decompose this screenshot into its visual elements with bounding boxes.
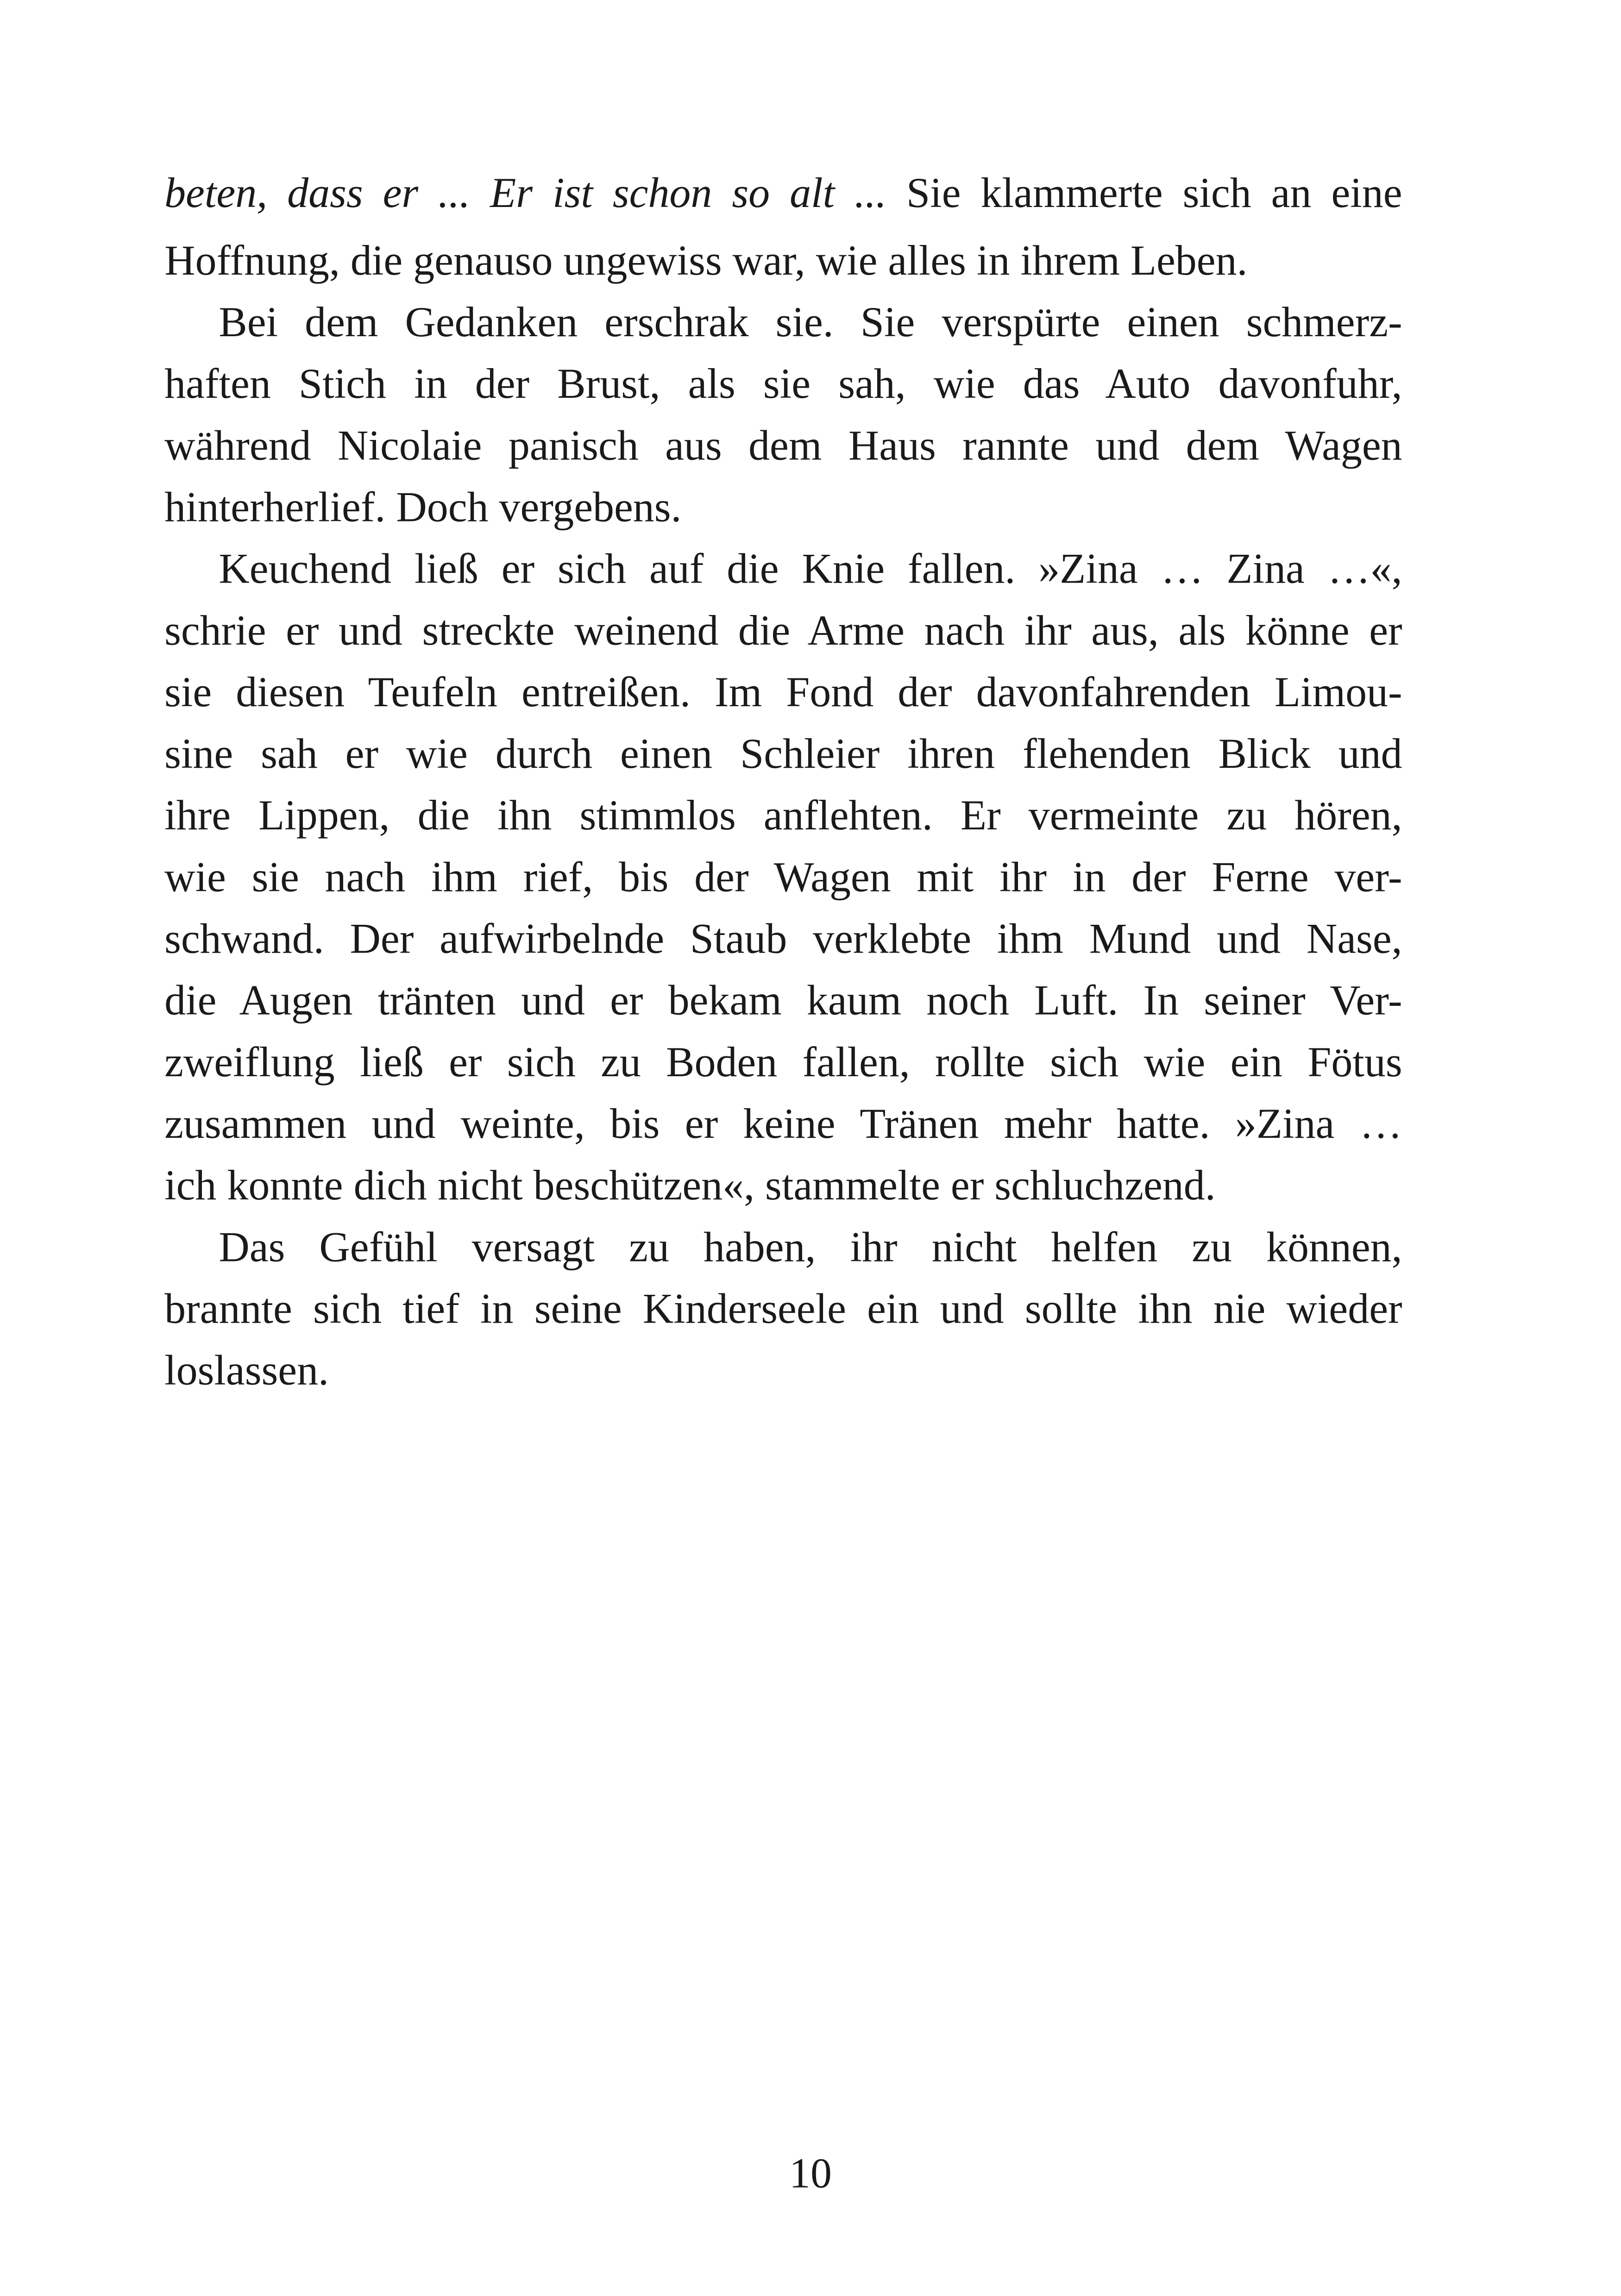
text-line: die Augen tränten und er bekam kaum noch Luft. In seiner Ver-: [164, 978, 1402, 1025]
text-line: Keuchend ließ er sich auf die Knie fallen. »Zina … Zina …«,: [219, 546, 1402, 593]
text-line: sine sah er wie durch einen Schleier ihren flehenden Blick und: [164, 731, 1402, 778]
text-line: ihre Lippen, die ihn stimmlos anflehten. Er vermeinte zu hören,: [164, 792, 1402, 840]
italic-thought: beten, dass er ... Er ist schon so alt ...: [164, 170, 887, 218]
text-span: Sie klammerte sich an eine: [886, 170, 1402, 218]
text-line: brannte sich tief in seine Kinderseele ein und sollte ihn nie wieder: [164, 1286, 1402, 1333]
text-line: Hoffnung, die genauso ungewiss war, wie alles in ihrem Leben.: [164, 238, 1248, 285]
page-number: 10: [789, 2151, 832, 2198]
text-line: zweiflung ließ er sich zu Boden fallen, rollte sich wie ein Fötus: [164, 1039, 1402, 1087]
text-line: loslassen.: [164, 1348, 329, 1395]
text-line: während Nicolaie panisch aus dem Haus rannte und dem Wagen: [164, 423, 1402, 470]
text-line: haften Stich in der Brust, als sie sah, wie das Auto davonfuhr,: [164, 361, 1402, 408]
text-line: sie diesen Teufeln entreißen. Im Fond der davonfahrenden Limou-: [164, 669, 1402, 717]
text-line: Das Gefühl versagt zu haben, ihr nicht helfen zu können,: [219, 1224, 1402, 1272]
text-line: schrie er und streckte weinend die Arme nach ihr aus, als könne er: [164, 608, 1402, 655]
text-line: [164, 170, 1402, 218]
text-line: ich konnte dich nicht beschützen«, stammelte er schluchzend.: [164, 1162, 1216, 1210]
text-line: Bei dem Gedanken erschrak sie. Sie verspürte einen schmerz-: [219, 299, 1402, 347]
text-line: hinterherlief. Doch vergebens.: [164, 484, 682, 532]
text-line: schwand. Der aufwirbelnde Staub verklebte ihm Mund und Nase,: [164, 916, 1402, 963]
text-line: wie sie nach ihm rief, bis der Wagen mit ihr in der Ferne ver-: [164, 854, 1402, 902]
text-line: zusammen und weinte, bis er keine Tränen mehr hatte. »Zina …: [164, 1101, 1402, 1148]
